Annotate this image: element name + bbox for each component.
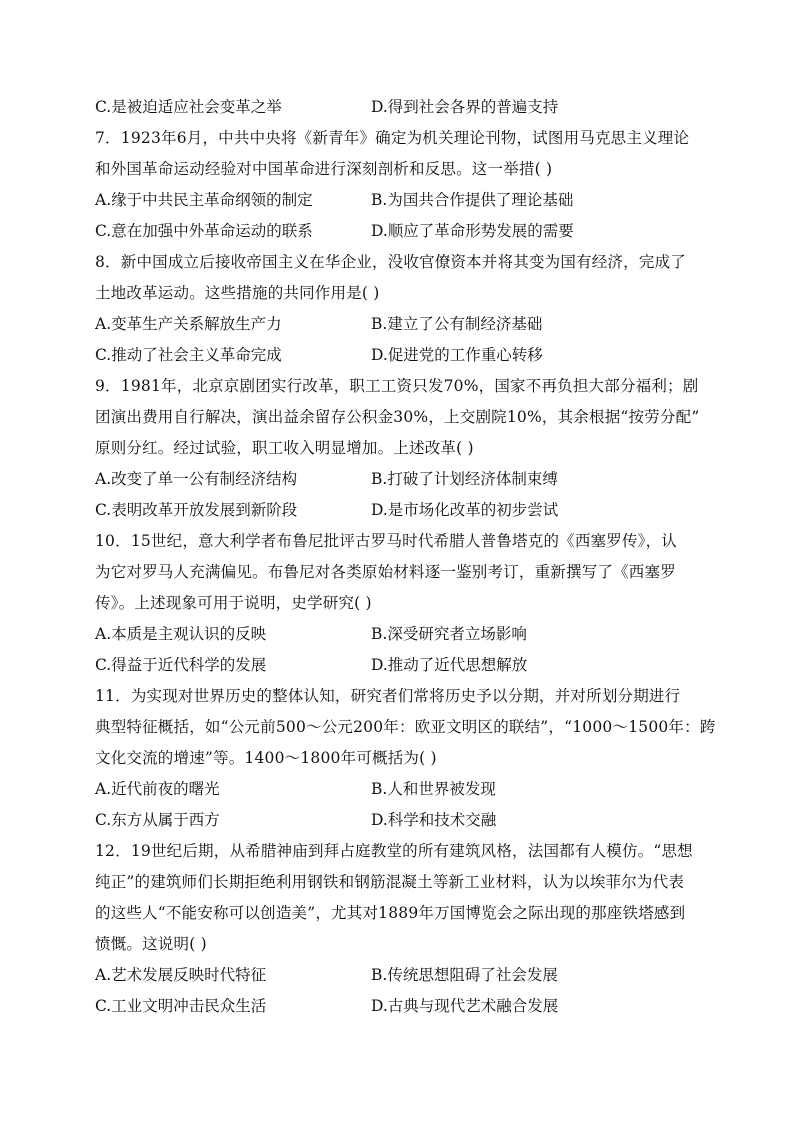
option-a[interactable]: A.缘于中共民主革命纲领的制定 xyxy=(95,191,313,209)
options-row xyxy=(95,960,700,991)
question-9 xyxy=(95,371,700,526)
question-stem-line: 团演出费用自行解决，演出益余留存公积金30%，上交剧院10%，其余根据“按劳分配” xyxy=(95,408,700,426)
option-c[interactable]: C.表明改革开放发展到新阶段 xyxy=(95,501,298,519)
question-stem-line: 典型特征概括，如“公元前500～公元200年：欧亚文明区的联结”，“1000～1500年：跨 xyxy=(95,718,716,736)
option-d[interactable]: D.促进党的工作重心转移 xyxy=(371,346,543,364)
exam-page xyxy=(95,92,716,1022)
question-stem-line: 9．1981年，北京京剧团实行改革，职工工资只发70%，国家不再负担大部分福利；剧 xyxy=(95,377,699,395)
options-row xyxy=(95,340,700,371)
question-stem-line: 8．新中国成立后接收帝国主义在华企业，没收官僚资本并将其变为国有经济，完成了 xyxy=(95,253,686,271)
option-a[interactable]: A.本质是主观认识的反映 xyxy=(95,625,267,643)
options-row xyxy=(95,216,700,247)
options-row xyxy=(95,464,700,495)
options-row xyxy=(95,774,700,805)
option-a[interactable]: A.变革生产关系解放生产力 xyxy=(95,315,282,333)
option-b[interactable]: B.深受研究者立场影响 xyxy=(371,625,527,643)
option-d[interactable]: D.得到社会各界的普遍支持 xyxy=(371,98,559,116)
option-d[interactable]: D.古典与现代艺术融合发展 xyxy=(371,997,559,1015)
option-c[interactable]: C.意在加强中外革命运动的联系 xyxy=(95,222,313,240)
option-a[interactable]: A.艺术发展反映时代特征 xyxy=(95,966,267,984)
question-11 xyxy=(95,681,716,836)
question-10 xyxy=(95,526,700,681)
option-d[interactable]: D.推动了近代思想解放 xyxy=(371,656,528,674)
options-row xyxy=(95,495,700,526)
option-b[interactable]: B.建立了公有制经济基础 xyxy=(371,315,543,333)
question-stem-line: 11．为实现对世界历史的整体认知，研究者们常将历史予以分期，并对所划分期进行 xyxy=(95,687,681,705)
option-c[interactable]: C.工业文明冲击民众生活 xyxy=(95,997,267,1015)
question-stem-line: 10．15世纪，意大利学者布鲁尼批评古罗马时代希腊人普鲁塔克的《西塞罗传》，认 xyxy=(95,532,677,550)
option-b[interactable]: B.人和世界被发现 xyxy=(371,780,496,798)
options-row-q6-cd xyxy=(95,92,700,123)
option-c[interactable]: C.东方从属于西方 xyxy=(95,811,220,829)
question-stem-line: 原则分红。经过试验，职工收入明显增加。上述改革( ) xyxy=(95,439,474,457)
question-12 xyxy=(95,836,700,1022)
options-row xyxy=(95,805,700,836)
option-c[interactable]: C.是被迫适应社会变革之举 xyxy=(95,98,282,116)
question-stem-line: 和外国革命运动经验对中国革命进行深刻剖析和反思。这一举措( ) xyxy=(95,160,553,178)
question-stem-line: 12．19世纪后期，从希腊神庙到拜占庭教堂的所有建筑风格，法国都有人模仿。“思想 xyxy=(95,842,693,860)
option-b[interactable]: B.为国共合作提供了理论基础 xyxy=(371,191,574,209)
option-a[interactable]: A.近代前夜的曙光 xyxy=(95,780,220,798)
question-stem-line: 纯正”的建筑师们长期拒绝利用钢铁和钢筋混凝土等新工业材料，认为以埃菲尔为代表 xyxy=(95,873,685,891)
option-a[interactable]: A.改变了单一公有制经济结构 xyxy=(95,470,298,488)
options-row xyxy=(95,185,700,216)
option-b[interactable]: B.传统思想阻碍了社会发展 xyxy=(371,966,558,984)
question-stem-line: 传》。上述现象可用于说明，史学研究( ) xyxy=(95,594,372,612)
option-d[interactable]: D.顺应了革命形势发展的需要 xyxy=(371,222,574,240)
question-stem-line: 为它对罗马人充满偏见。布鲁尼对各类原始材料逐一鉴别考订，重新撰写了《西塞罗 xyxy=(95,563,676,581)
question-7 xyxy=(95,123,700,247)
question-list xyxy=(95,123,716,1022)
option-b[interactable]: B.打破了计划经济体制束缚 xyxy=(371,470,558,488)
option-d[interactable]: D.科学和技术交融 xyxy=(371,811,497,829)
options-row xyxy=(95,991,700,1022)
option-c[interactable]: C.得益于近代科学的发展 xyxy=(95,656,267,674)
question-stem-line: 土地改革运动。这些措施的共同作用是( ) xyxy=(95,284,380,302)
option-d[interactable]: D.是市场化改革的初步尝试 xyxy=(371,501,559,519)
question-stem-line: 的这些人“不能安称可以创造美”，尤其对1889年万国博览会之际出现的那座铁塔感到 xyxy=(95,904,686,922)
question-stem-line: 愤慨。这说明( ) xyxy=(95,935,207,953)
question-stem-line: 7．1923年6月，中共中央将《新青年》确定为机关理论刊物，试图用马克思主义理论 xyxy=(95,129,690,147)
option-c[interactable]: C.推动了社会主义革命完成 xyxy=(95,346,282,364)
question-stem-line: 文化交流的增速”等。1400～1800年可概括为( ) xyxy=(95,749,437,767)
options-row xyxy=(95,650,700,681)
options-row xyxy=(95,619,700,650)
question-8 xyxy=(95,247,700,371)
options-row xyxy=(95,309,700,340)
